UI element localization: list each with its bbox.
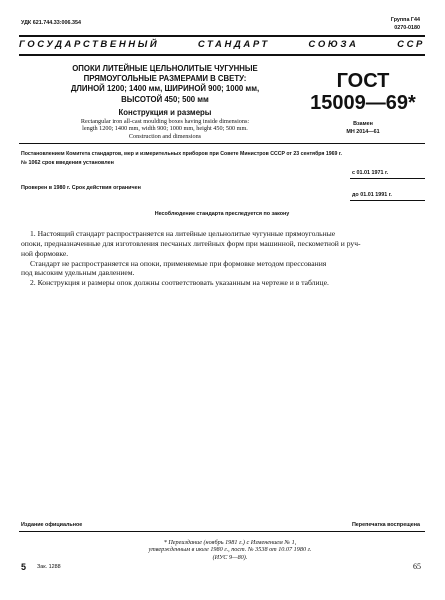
reissue-note-line: (ИУС 9—80). (212, 553, 248, 561)
banner-word: СОЮЗА (308, 39, 359, 50)
banner-word: ГОСУДАРСТВЕННЫЙ (19, 39, 160, 50)
title-line: ДЛИНОЙ 1200; 1400 мм, ШИРИНОЙ 900; 1000 мм, (70, 84, 260, 94)
gost-number: 15009—69* (310, 92, 416, 114)
effective-date-rule (350, 178, 425, 179)
title-line: ПРЯМОУГОЛЬНЫЕ РАЗМЕРАМИ В СВЕТУ: (83, 74, 247, 84)
page-number: 65 (413, 562, 421, 571)
print-mark-number: 5 (21, 562, 27, 572)
official-edition: Издание официальное (21, 522, 83, 528)
checked-note: Проверен в 1980 г. Срок действия ограничен (21, 185, 141, 191)
gost-label: ГОСТ (336, 70, 390, 92)
banner-top-rule (19, 35, 425, 37)
banner-bottom-rule (19, 54, 425, 56)
title-line: ВЫСОТОЙ 450; 500 мм (121, 94, 209, 104)
title-russian (50, 64, 280, 118)
state-standard-banner (19, 39, 425, 50)
legal-warning: Несоблюдение стандарта преследуется по закону (154, 211, 290, 217)
reissue-note-line: утвержденным в июле 1980 г., пост. № 3538 от 10.07 1980 г. (148, 546, 312, 554)
body-line: опоки, предназначенные для изготовления песчаных литейных форм при машинной, пескометной и руч- (21, 239, 361, 248)
title-english (50, 118, 280, 140)
expiry-date: до 01.01 1991 г. (352, 192, 392, 198)
title-english-line: Construction and dimensions (128, 132, 202, 140)
body-line: под высоким удельным давлением. (21, 268, 135, 277)
reissue-note-line: * Переиздание (ноябрь 1981 г.) с Изменением № 1, (163, 539, 297, 546)
replaced-label: Взамен (353, 121, 373, 127)
decree-line-1: Постановлением Комитета стандартов, мер и измерительных приборов при Совете Министров СССР от 23 сентября 1969 г. (21, 151, 342, 157)
title-subtitle: Конструкция и размеры (118, 107, 212, 117)
title-english-line: Rectangular iron all-cast moulding boxes having inside dimensions: (80, 118, 250, 125)
udk-code: УДК 621.744.33:006.354 (21, 20, 81, 26)
okp-code: 0270-0180 (394, 25, 420, 31)
group-code: Группа Г44 (390, 17, 420, 23)
banner-word: ССР (397, 39, 425, 50)
expiry-date-rule (350, 200, 425, 201)
body-line: 1. Настоящий стандарт распространяется на литейные цельнолитые чугунные прямоугольные (30, 229, 336, 238)
effective-date: с 01.01 1971 г. (352, 170, 389, 176)
title-separator (19, 143, 425, 144)
body-line: 2. Конструкция и размеры опок должны соответствовать указанным на чертеже и в таблице. (30, 278, 329, 287)
replaced-value: МН 2014—61 (346, 129, 380, 135)
body-line: ной формовке. (21, 249, 69, 258)
footer-rule (19, 531, 425, 532)
title-line: ОПОКИ ЛИТЕЙНЫЕ ЦЕЛЬНОЛИТЫЕ ЧУГУННЫЕ (72, 64, 258, 73)
print-order: Зак. 1288 (37, 564, 61, 570)
reprint-forbidden: Перепечатка воспрещена (351, 522, 420, 528)
banner-word: СТАНДАРТ (197, 39, 270, 50)
title-english-line: length 1200; 1400 mm, width 900; 1000 mm, height 450; 500 mm. (82, 125, 248, 133)
reissue-note (110, 539, 350, 561)
body-line: Стандарт не распространяется на опоки, применяемые при формовке методом прессования (30, 259, 327, 268)
decree-line-2: № 1062 срок введения установлен (21, 160, 114, 166)
